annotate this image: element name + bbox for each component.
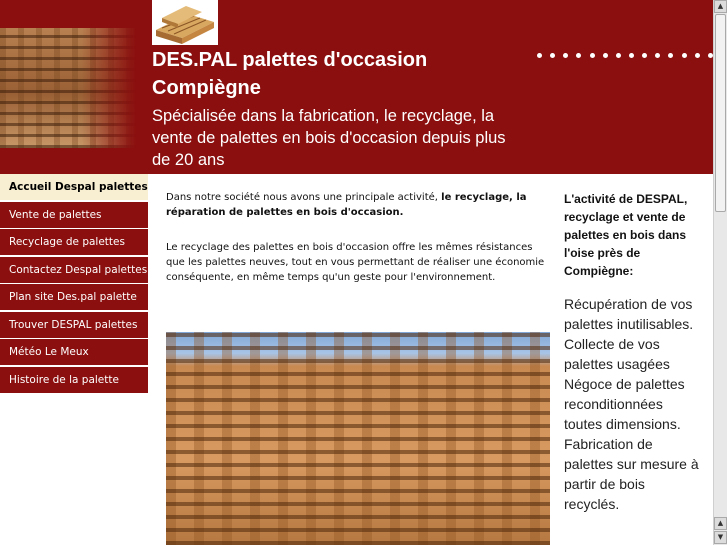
sidebar-nav	[0, 174, 148, 545]
intro-bold-text: le recyclage, la réparation de palettes en bois d'occasion.	[166, 192, 527, 218]
dot-icon	[537, 53, 542, 58]
nav-item-vente[interactable]: Vente de palettes	[0, 202, 148, 229]
dot-icon	[603, 53, 608, 58]
main-content	[166, 190, 552, 285]
nav-item-contact[interactable]: Contactez Despal palettes	[0, 257, 148, 284]
scroll-up-icon[interactable]: ▲	[714, 0, 727, 13]
nav-item-recyclage[interactable]: Recyclage de palettes	[0, 229, 148, 256]
intro-paragraph	[166, 190, 552, 220]
activity-aside	[564, 190, 704, 514]
dot-icon	[590, 53, 595, 58]
header-pallets-image	[0, 28, 136, 148]
decorative-dots	[537, 53, 713, 63]
recycling-paragraph: Le recyclage des palettes en bois d'occasion offre les mêmes résistances que les palettes neuves, tout en vous permettant de réaliser une économie conséquente, en même temps qu'un geste pour l'environnement.	[166, 242, 545, 283]
intro-text: Dans notre société nous avons une principale activité,	[166, 192, 442, 203]
dot-icon	[695, 53, 700, 58]
nav-item-histoire[interactable]: Histoire de la palette	[0, 367, 148, 394]
nav-item-meteo[interactable]: Météo Le Meux	[0, 339, 148, 366]
stacked-pallets-photo	[166, 332, 550, 545]
dot-icon	[668, 53, 673, 58]
activity-body: Récupération de vos palettes inutilisables. Collecte de vos palettes usagées Négoce de palettes reconditionnées toutes dimensions. Fabrication de palettes sur mesure à partir de bois recyclés.	[564, 296, 699, 512]
site-title: DES.PAL palettes d'occasion Compiègne	[152, 49, 428, 99]
nav-item-accueil[interactable]: Accueil Despal palettes	[0, 174, 148, 201]
dot-icon	[576, 53, 581, 58]
dot-icon	[629, 53, 634, 58]
scrollbar-thumb[interactable]	[715, 14, 726, 212]
dot-icon	[563, 53, 568, 58]
dot-icon	[655, 53, 660, 58]
nav-item-plan-site[interactable]: Plan site Des.pal palette	[0, 284, 148, 311]
dot-icon	[682, 53, 687, 58]
dot-icon	[616, 53, 621, 58]
activity-heading: L'activité de DESPAL, recyclage et vente de palettes en bois dans l'oise près de Compiègne:	[564, 192, 688, 278]
site-header	[0, 0, 713, 174]
pallet-logo-icon	[152, 0, 218, 45]
dot-icon	[642, 53, 647, 58]
scroll-down-icon[interactable]: ▼	[714, 531, 727, 544]
scroll-up-icon[interactable]: ▲	[714, 517, 727, 530]
nav-item-trouver[interactable]: Trouver DESPAL palettes	[0, 312, 148, 339]
site-subtitle: Spécialisée dans la fabrication, le recyclage, la vente de palettes en bois d'occasion depuis plus de 20 ans	[152, 107, 506, 169]
dot-icon	[550, 53, 555, 58]
vertical-scrollbar[interactable]	[713, 0, 727, 545]
